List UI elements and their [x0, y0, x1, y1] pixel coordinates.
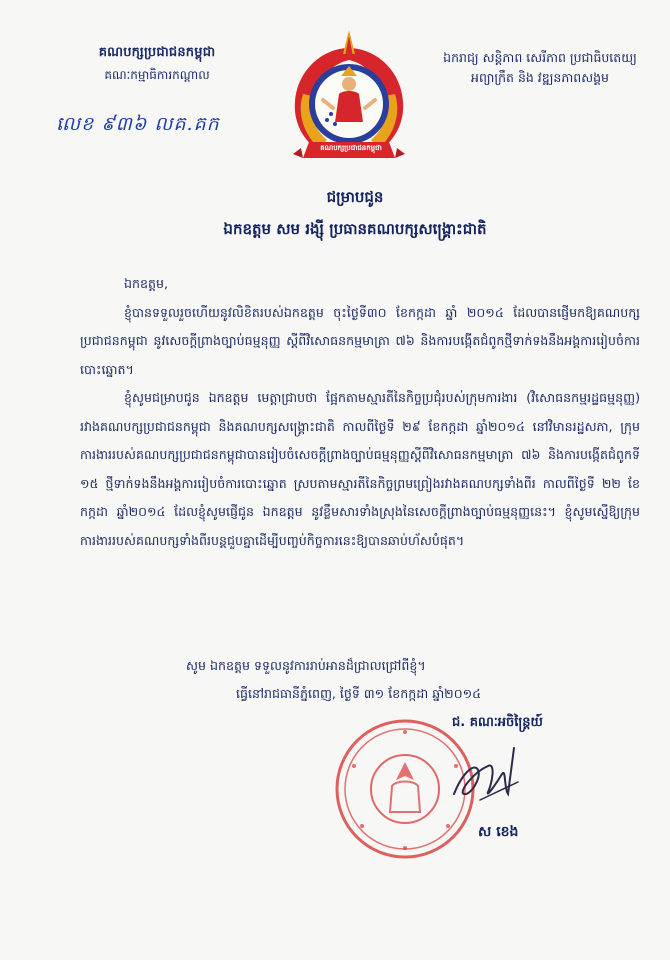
signatory-name: ស ខេង: [478, 824, 519, 840]
sender-header: [52, 44, 262, 85]
party-name: គណបក្សប្រជាជនកម្ពុជា: [98, 45, 216, 60]
motto-line-1: ឯករាជ្យ សន្តិភាព សេរីភាព ប្រជាធិបតេយ្យ: [443, 50, 637, 65]
salutation: ឯកឧត្តម,: [124, 276, 168, 291]
motto-line-2: អព្យាក្រឹត និង វឌ្ឍនភាពសង្គម: [471, 70, 609, 85]
paragraph-2: ខ្ញុំសូមជម្រាបជូន ឯកឧត្តម មេត្តាជ្រាបថា ផ្អែកតាមស្មារតីនៃកិច្ចប្រជុំរបស់ក្រុមការងារ (វិសោធនកម្មរដ្ឋធម្មនុញ្ញ) រវាងគណបក្សប្រជាជនកម្ពុជា និងគណបក្សសង្គ្រោះជាតិ កាលពីថ្ងៃទី ២៩ ខែកក្កដា ឆ្នាំ២០១៤ នៅវិមានរដ្ឋសភា, ក្រុមការងាររបស់គណបក្សប្រជាជនកម្ពុជាបានរៀបចំសេចក្តីព្រាងច្បាប់ធម្មនុញ្ញស្តីពីវិសោធនកម្មមាត្រា ៧៦ និងការបង្កើតជំពូកទី ១៥ ថ្មីទាក់ទងនឹងអង្គការរៀបចំការបោះឆ្នោត ស្របតាមស្មារតីនៃកិច្ចព្រមព្រៀងរវាងគណបក្សទាំងពីរ កាលពីថ្ងៃទី ២២ ខែកក្កដា ឆ្នាំ២០១៤ ដែលខ្ញុំសូមផ្ញើជូន ឯកឧត្តម នូវខ្លឹមសារទាំងស្រុងនៃសេចក្តីព្រាងច្បាប់ធម្មនុញ្ញនេះ។ ខ្ញុំសូមស្នើឱ្យក្រុមការងាររបស់គណបក្សទាំងពីរបន្តជួបគ្នាដើម្បីបញ្ចប់កិច្ចការនេះឱ្យបានឆាប់ហ័សបំផុត។: [80, 390, 640, 548]
addressee-greeting: ជម្រាបជូន: [326, 188, 384, 206]
closing-block: [186, 652, 626, 708]
logo-banner-text: គណបក្សប្រជាជនកម្ពុជា: [320, 144, 382, 152]
committee-name: គណៈកម្មាធិការកណ្តាល: [104, 68, 210, 82]
letter-body: [80, 270, 640, 555]
reference-number: លេខ ៩៣៦ លគ.គក: [56, 113, 220, 135]
addressee-name: ឯកឧត្តម សម រង្ស៊ី ប្រធានគណបក្សសង្គ្រោះជាតិ: [223, 220, 487, 238]
signatory-role: ជ. គណៈអចិន្ត្រៃយ៍: [452, 715, 543, 730]
closing-line: សូម ឯកឧត្តម ទទួលនូវការរាប់អានដ៏ជ្រាលជ្រៅពីខ្ញុំ។: [186, 658, 426, 673]
paragraph-1: ខ្ញុំបានទទួលរួចហើយនូវលិខិតរបស់ឯកឧត្តម ចុះថ្ងៃទី៣០ ខែកក្កដា ឆ្នាំ ២០១៤ ដែលបានផ្ញើមកឱ្យគណបក្សប្រជាជនកម្ពុជា នូវសេចក្តីព្រាងច្បាប់ធម្មនុញ្ញ ស្តីពីវិសោធនកម្មមាត្រា ៧៦ និងការបង្កើតជំពូកថ្មីទាក់ទងនឹងអង្គការរៀបចំការបោះឆ្នោត។: [80, 304, 640, 377]
addressee-block: [60, 188, 650, 242]
place-date: ធ្វើនៅរាជធានីភ្នំពេញ, ថ្ងៃទី ៣១ ខែកក្កដា ឆ្នាំ២០១៤: [236, 686, 482, 701]
national-motto: [420, 48, 660, 88]
handwritten-signature: [444, 744, 524, 814]
